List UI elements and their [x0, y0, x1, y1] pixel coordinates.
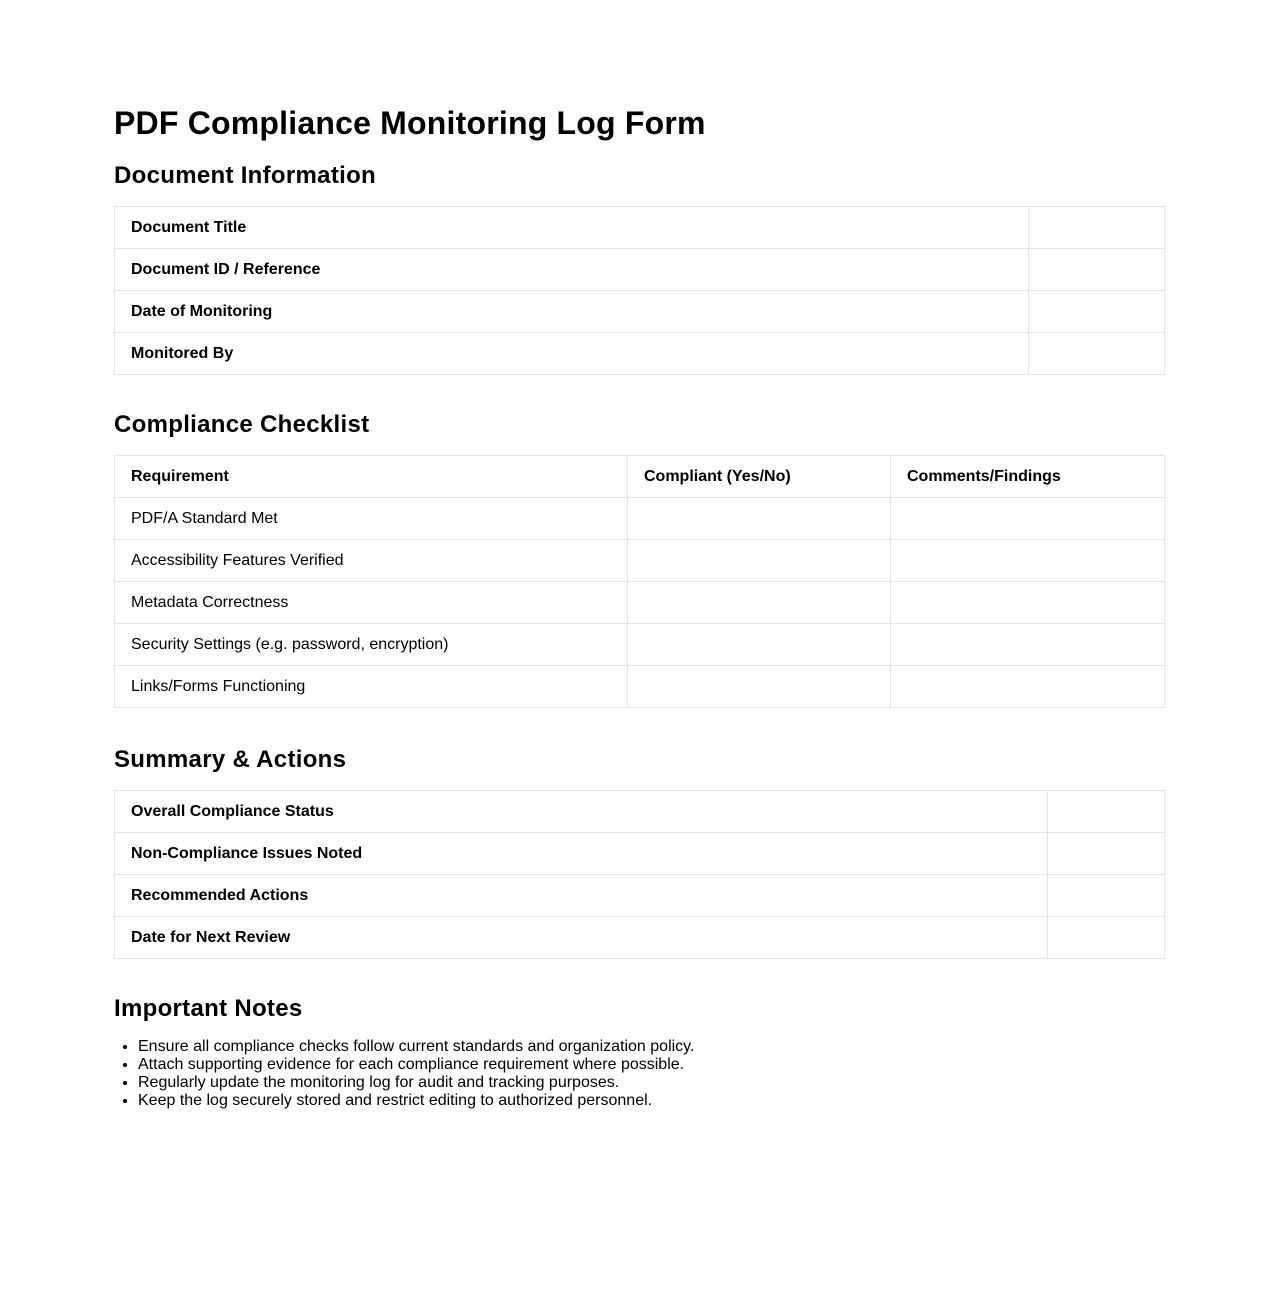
document-id-label: Document ID / Reference — [115, 249, 1029, 291]
comments-cell[interactable] — [891, 666, 1165, 708]
table-row — [115, 540, 1165, 582]
recommended-actions-label: Recommended Actions — [115, 875, 1048, 917]
date-of-monitoring-field[interactable] — [1029, 291, 1165, 333]
requirement-cell: Links/Forms Functioning — [115, 666, 628, 708]
list-item: • Regularly update the monitoring log for audit and tracking purposes. — [138, 1074, 694, 1092]
table-row — [115, 833, 1165, 875]
document-information-heading: Document Information — [114, 162, 376, 189]
summary-actions-table — [114, 790, 1165, 959]
compliance-checklist-heading: Compliance Checklist — [114, 411, 370, 438]
table-row — [115, 582, 1165, 624]
requirement-cell: PDF/A Standard Met — [115, 498, 628, 540]
table-header-row — [115, 456, 1165, 498]
monitored-by-field[interactable] — [1029, 333, 1165, 375]
comments-cell[interactable] — [891, 624, 1165, 666]
list-item: • Keep the log securely stored and restrict editing to authorized personnel. — [138, 1092, 694, 1110]
document-title-field[interactable] — [1029, 207, 1165, 249]
date-for-next-review-label: Date for Next Review — [115, 917, 1048, 959]
important-notes-heading: Important Notes — [114, 995, 303, 1022]
compliant-cell[interactable] — [628, 540, 891, 582]
requirement-column-header: Requirement — [115, 456, 628, 498]
overall-compliance-status-label: Overall Compliance Status — [115, 791, 1048, 833]
comments-cell[interactable] — [891, 582, 1165, 624]
date-for-next-review-field[interactable] — [1048, 917, 1165, 959]
compliance-checklist-table — [114, 455, 1165, 708]
comments-column-header: Comments/Findings — [891, 456, 1165, 498]
compliant-column-header: Compliant (Yes/No) — [628, 456, 891, 498]
summary-actions-heading: Summary & Actions — [114, 746, 347, 773]
document-id-field[interactable] — [1029, 249, 1165, 291]
requirement-cell: Metadata Correctness — [115, 582, 628, 624]
recommended-actions-field[interactable] — [1048, 875, 1165, 917]
list-item: • Attach supporting evidence for each compliance requirement where possible. — [138, 1056, 694, 1074]
table-row — [115, 666, 1165, 708]
table-row — [115, 207, 1165, 249]
table-row — [115, 291, 1165, 333]
table-row — [115, 498, 1165, 540]
requirement-cell: Accessibility Features Verified — [115, 540, 628, 582]
date-of-monitoring-label: Date of Monitoring — [115, 291, 1029, 333]
table-row — [115, 917, 1165, 959]
table-row — [115, 333, 1165, 375]
comments-cell[interactable] — [891, 540, 1165, 582]
page-title: PDF Compliance Monitoring Log Form — [114, 105, 706, 141]
comments-cell[interactable] — [891, 498, 1165, 540]
table-row — [115, 875, 1165, 917]
monitored-by-label: Monitored By — [115, 333, 1029, 375]
table-row — [115, 791, 1165, 833]
compliant-cell[interactable] — [628, 624, 891, 666]
non-compliance-issues-label: Non-Compliance Issues Noted — [115, 833, 1048, 875]
compliant-cell[interactable] — [628, 498, 891, 540]
table-row — [115, 624, 1165, 666]
important-notes-list — [114, 1038, 694, 1110]
table-row — [115, 249, 1165, 291]
compliant-cell[interactable] — [628, 582, 891, 624]
non-compliance-issues-field[interactable] — [1048, 833, 1165, 875]
overall-compliance-status-field[interactable] — [1048, 791, 1165, 833]
requirement-cell: Security Settings (e.g. password, encryption) — [115, 624, 628, 666]
document-information-table — [114, 206, 1165, 375]
document-title-label: Document Title — [115, 207, 1029, 249]
compliant-cell[interactable] — [628, 666, 891, 708]
list-item: • Ensure all compliance checks follow current standards and organization policy. — [138, 1038, 694, 1056]
